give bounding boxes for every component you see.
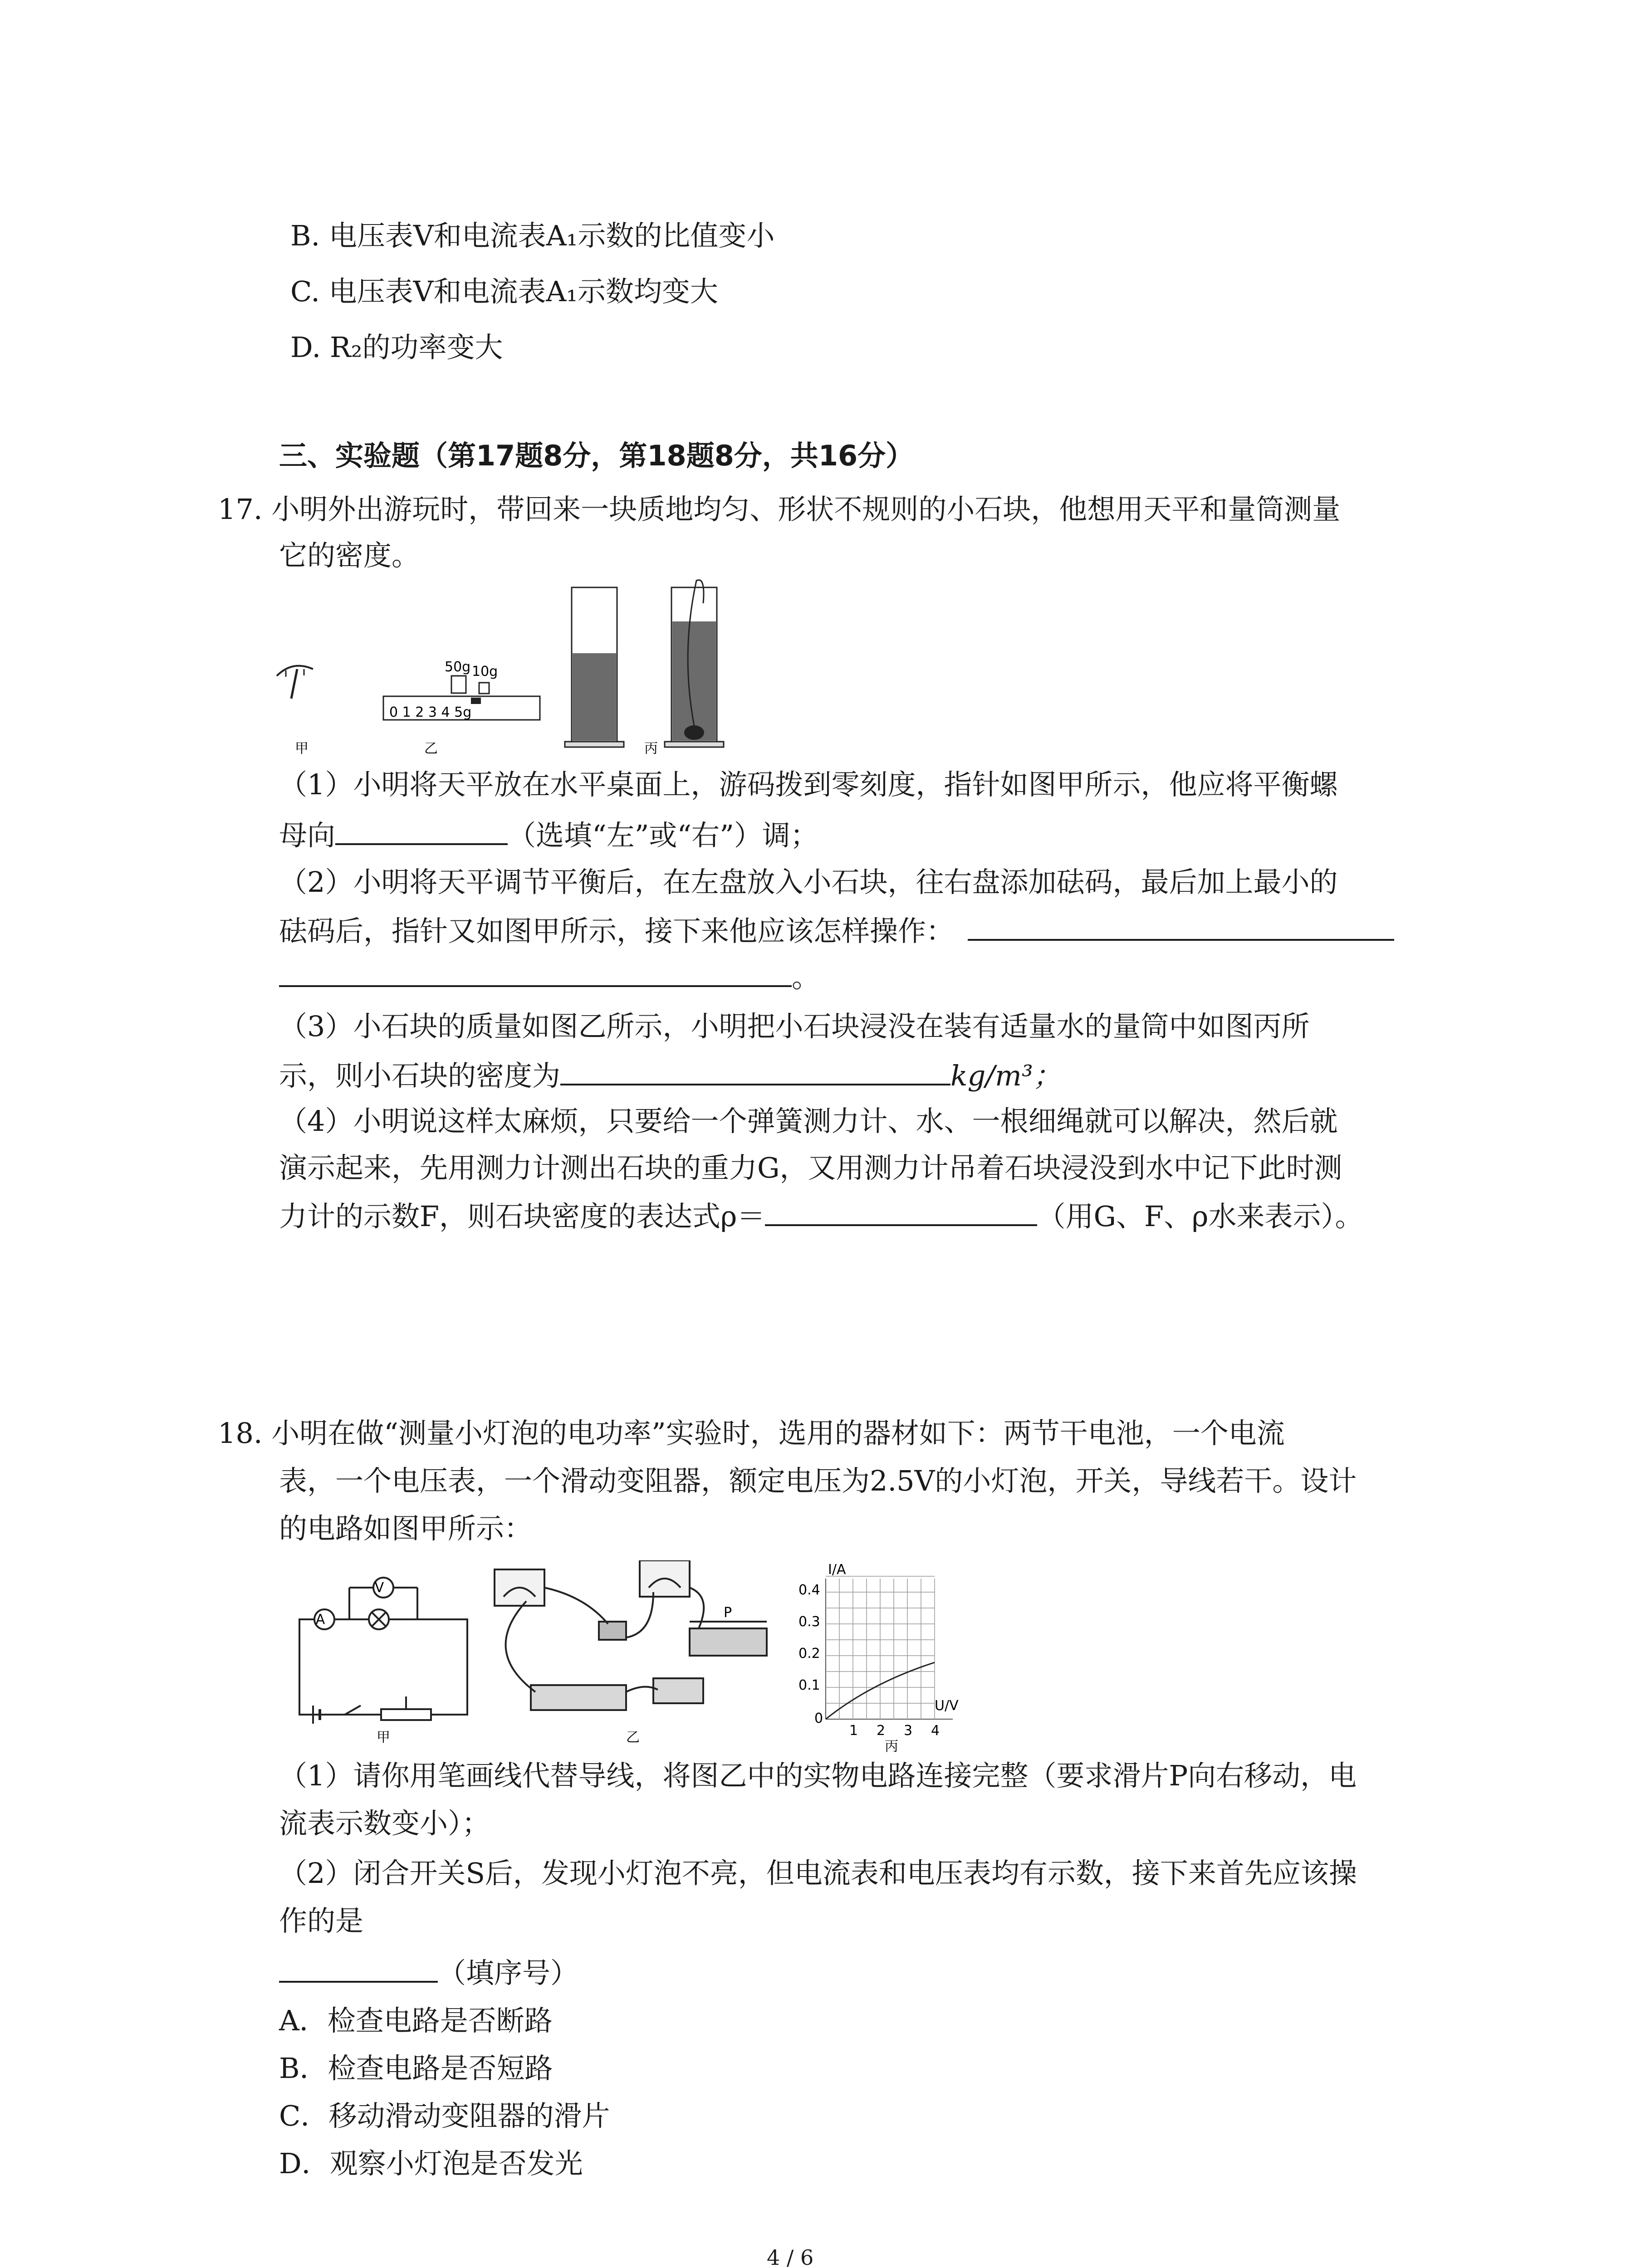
q17-p2c-post: 。 — [792, 961, 820, 994]
answer-blank-2a[interactable] — [968, 911, 1394, 941]
q18-figure — [290, 1560, 980, 1755]
y-tick-0: 0 — [814, 1711, 823, 1726]
x-tick-3: 3 — [904, 1723, 913, 1739]
q17-p2b-text: 砝码后，指针又如图甲所示，接下来他应该怎样操作： — [279, 914, 955, 948]
x-tick-4: 4 — [931, 1723, 940, 1739]
answer-blank-1[interactable] — [335, 815, 508, 845]
iu-graph — [826, 1576, 953, 1719]
q18-option-d: D．观察小灯泡是否发光 — [279, 2147, 583, 2180]
q18-stem-1: 18. 小明在做“测量小灯泡的电功率”实验时，选用的器材如下：两节干电池，一个电流 — [218, 1417, 1285, 1450]
q17-p3b — [279, 1056, 1061, 1094]
page-number: 4 / 6 — [767, 2245, 814, 2268]
q18-stem-2: 表，一个电压表，一个滑动变阻器，额定电压为2.5V的小灯泡，开关，导线若干。设计 — [279, 1464, 1357, 1497]
q17-p3b-pre: 示，则小石块的密度为 — [279, 1059, 561, 1092]
y-tick-0.4: 0.4 — [798, 1582, 820, 1598]
balance-pointer-figure — [277, 666, 313, 699]
q18-p2c-post: （填序号） — [438, 1956, 579, 1989]
q17-stem-1: 17. 小明外出游玩时，带回来一块质地均匀、形状不规则的小石块，他想用天平和量筒测量 — [218, 493, 1341, 526]
q18-option-a: A．检查电路是否断路 — [279, 2004, 553, 2037]
answer-blank-4[interactable] — [765, 1196, 1037, 1226]
fig17-yi-label: 乙 — [424, 741, 438, 757]
q17-p4b: 演示起来，先用测力计测出石块的重力G，又用测力计吊着石块浸没到水中记下此时测 — [279, 1151, 1342, 1184]
section-title: 三、实验题（第17题8分，第18题8分，共16分） — [279, 439, 914, 472]
rider-scale-label: 0 1 2 3 4 5g — [389, 704, 472, 720]
q18-p2a: （2）闭合开关S后，发现小灯泡不亮，但电流表和电压表均有示数，接下来首先应该操 — [279, 1857, 1357, 1890]
q17-p3a: （3）小石块的质量如图乙所示，小明把小石块浸没在装有适量水的量筒中如图丙所 — [279, 1010, 1310, 1043]
fig17-jia-label: 甲 — [295, 741, 309, 757]
fig18-bing-label: 丙 — [885, 1739, 898, 1755]
q18-option-c: C．移动滑动变阻器的滑片 — [279, 2099, 610, 2132]
q17-p2a: （2）小明将天平调节平衡后，在左盘放入小石块，往右盘添加砝码，最后加上最小的 — [279, 865, 1338, 899]
q18-p1a: （1）请你用笔画线代替导线，将图乙中的实物电路连接完整（要求滑片P向右移动，电 — [279, 1759, 1357, 1792]
voltmeter-symbol: V — [374, 1580, 384, 1596]
q17-p2b — [279, 911, 1394, 949]
y-tick-0.2: 0.2 — [798, 1646, 820, 1662]
weight-10g-label: 10g — [472, 664, 498, 679]
y-tick-0.3: 0.3 — [798, 1614, 820, 1630]
q17-p4a: （4）小明说这样太麻烦，只要给一个弹簧测力计、水、一根细绳就可以解决，然后就 — [279, 1105, 1338, 1138]
y-tick-0.1: 0.1 — [798, 1677, 820, 1693]
fig17-bing-label: 丙 — [644, 741, 658, 757]
x-tick-1: 1 — [849, 1723, 858, 1739]
q17-p1b-post: （选填“左”或“右”）调； — [508, 819, 818, 852]
q18-p2b: 作的是 — [279, 1904, 364, 1937]
q17-p4c — [279, 1196, 1363, 1235]
cylinder-right — [665, 580, 724, 747]
slider-p-label: P — [724, 1605, 732, 1621]
y-axis-label: I/A — [828, 1562, 846, 1578]
physical-circuit — [495, 1560, 767, 1710]
fig18-yi-label: 乙 — [626, 1730, 640, 1745]
q18-p2c — [279, 1953, 578, 1991]
option-b-prev: B. 电压表V和电流表A₁示数的比值变小 — [290, 219, 775, 252]
q17-p3b-unit: kg/m³； — [950, 1059, 1061, 1092]
q17-stem-2: 它的密度。 — [279, 539, 420, 572]
weights-and-scale-figure — [383, 659, 540, 720]
weight-50g-label: 50g — [445, 659, 471, 675]
q18-option-b: B．检查电路是否短路 — [279, 2052, 553, 2085]
circuit-diagram — [299, 1578, 467, 1724]
q17-p4c-pre: 力计的示数F，则石块密度的表达式ρ＝ — [279, 1200, 765, 1233]
q17-figure — [272, 562, 771, 776]
q17-p1b — [279, 815, 818, 854]
x-axis-label: U/V — [935, 1698, 959, 1714]
q17-p1a: （1）小明将天平放在水平桌面上，游码拨到零刻度，指针如图甲所示，他应将平衡螺 — [279, 768, 1338, 801]
answer-blank-2b[interactable] — [279, 957, 792, 987]
q17-p1b-pre: 母向 — [279, 819, 336, 852]
q18-stem-3: 的电路如图甲所示： — [279, 1512, 533, 1545]
answer-blank-3[interactable] — [560, 1056, 950, 1085]
q17-p4c-post: （用G、F、ρ水来表示）。 — [1037, 1200, 1363, 1233]
cylinder-left — [565, 587, 624, 747]
x-tick-2: 2 — [877, 1723, 886, 1739]
q17-p2c — [279, 957, 820, 996]
q18-p1b: 流表示数变小）； — [279, 1807, 490, 1840]
option-d-prev: D. R₂的功率变大 — [290, 331, 503, 364]
option-c-prev: C. 电压表V和电流表A₁示数均变大 — [290, 275, 719, 308]
fig18-jia-label: 甲 — [377, 1730, 390, 1745]
answer-blank-18-2[interactable] — [279, 1953, 438, 1983]
ammeter-symbol: A — [315, 1612, 325, 1628]
